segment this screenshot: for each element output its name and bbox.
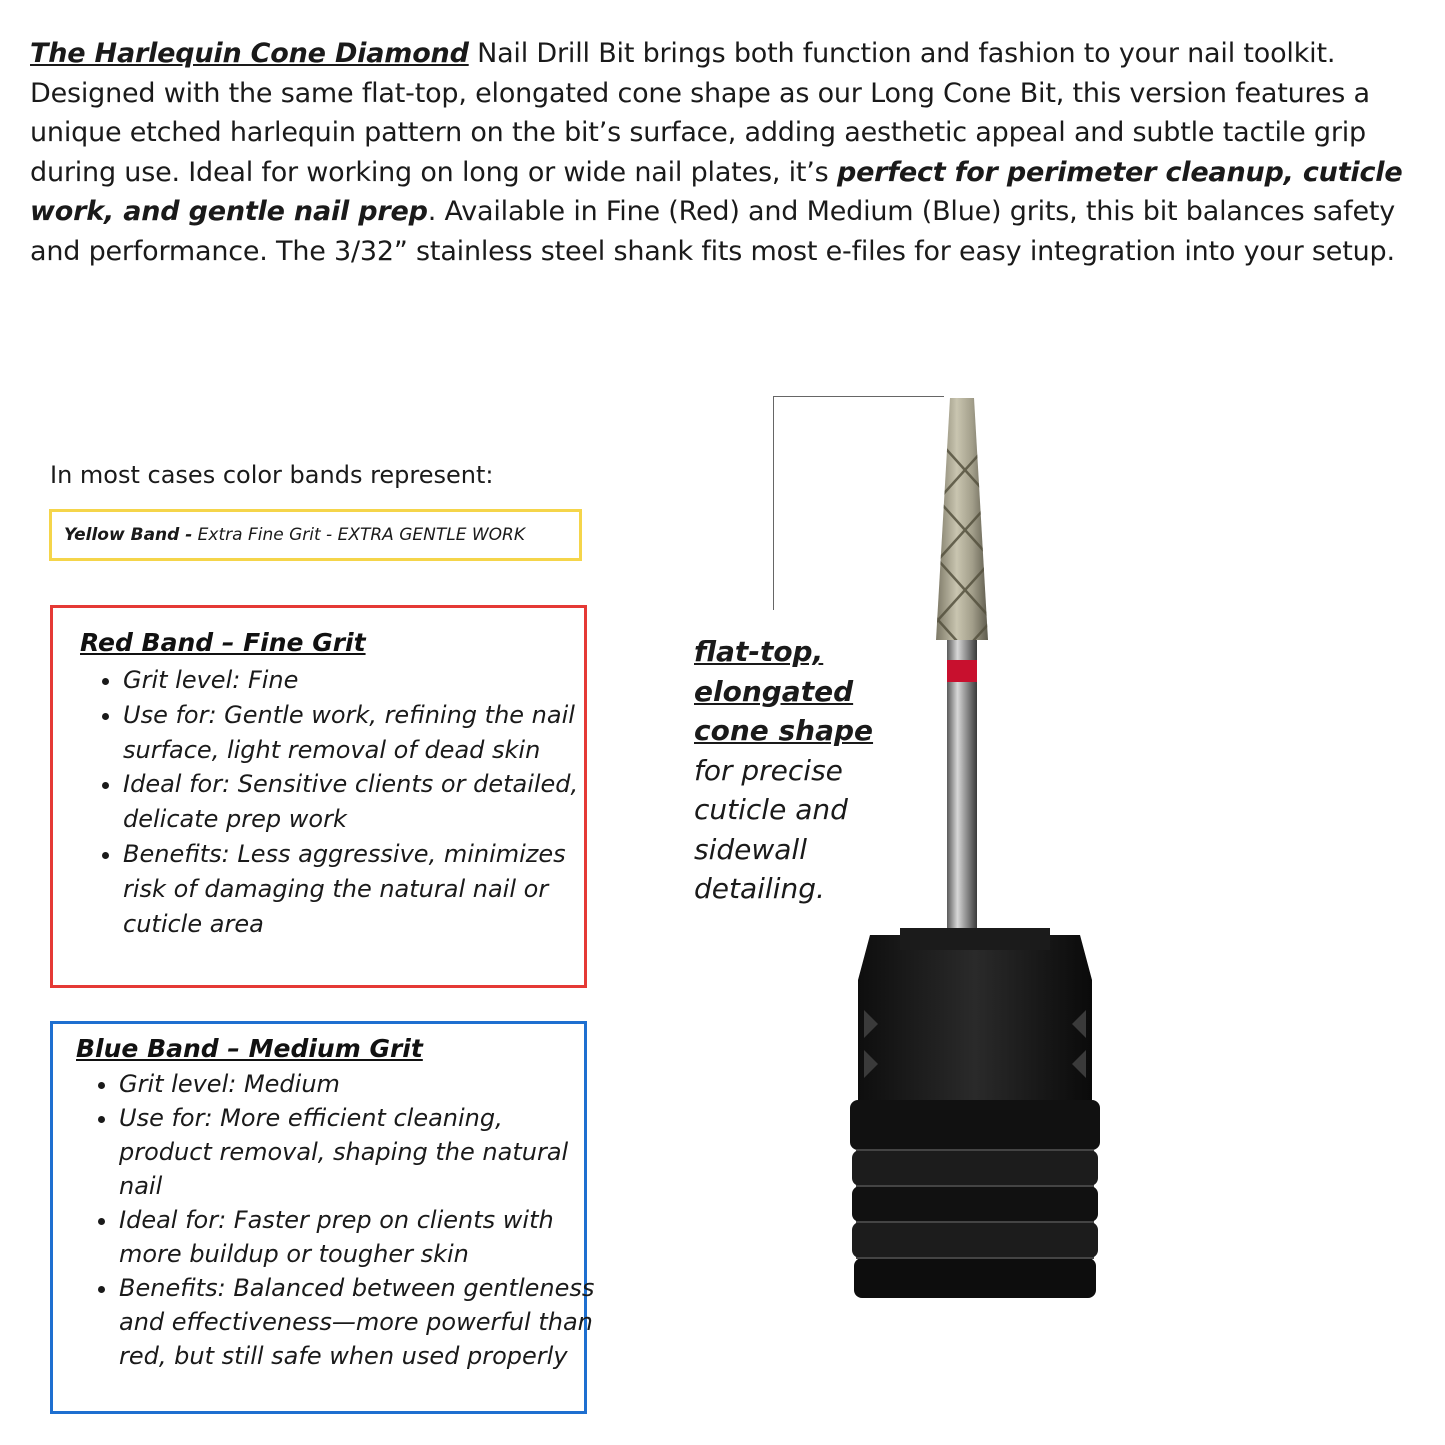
blue-band-box <box>50 1021 595 1414</box>
blue-band-title: Blue Band – Medium Grit <box>76 1034 423 1063</box>
list-item: • Ideal for: Sensitive clients or detailed, delicate prep work <box>123 767 593 837</box>
yellow-band-box <box>49 509 582 561</box>
blue-band-list <box>75 1067 599 1373</box>
description-text-2: . Available in Fine (Red) and Medium (Blue) grits, this bit balances safety and performance. The 3/32” stainless steel shank fits most e-files for easy integration into your setup. <box>30 196 1396 267</box>
list-item: • Benefits: Balanced between gentleness and effectiveness—more powerful than red, but still safe when used properly <box>119 1271 599 1373</box>
list-item: • Grit level: Medium <box>119 1067 599 1101</box>
callout-rest: for precise cuticle and sidewall detailing. <box>694 753 848 905</box>
color-bands-heading: In most cases color bands represent: <box>50 461 494 489</box>
description-text-1: Nail Drill Bit brings both function and fashion to your nail toolkit. Designed with the same flat-top, elongated cone shape as our Long Cone Bit, this version features a unique etched harlequin pattern on the bit’s surface, adding aesthetic appeal and subtle tactile grip during use. Ideal for working on long or wide nail plates, it’s <box>30 38 1370 188</box>
red-band-title: Red Band – Fine Grit <box>80 628 366 657</box>
callout-emphasis: flat-top, elongated cone shape <box>694 635 874 747</box>
red-band-list <box>79 663 593 941</box>
list-item: • Benefits: Less aggressive, minimizes risk of damaging the natural nail or cuticle area <box>123 837 593 941</box>
description-emphasis: perfect for perimeter cleanup, cuticle work, and gentle nail prep <box>30 156 1403 228</box>
list-item: • Grit level: Fine <box>123 663 593 698</box>
yellow-band-name: Yellow Band - <box>64 525 193 545</box>
list-item: • Use for: More efficient cleaning, product removal, shaping the natural nail <box>119 1101 599 1203</box>
list-item: • Ideal for: Faster prep on clients with more buildup or tougher skin <box>119 1203 599 1271</box>
yellow-band-desc: Extra Fine Grit - EXTRA GENTLE WORK <box>192 525 525 545</box>
red-grit-band <box>947 660 977 682</box>
list-item: • Use for: Gentle work, refining the nail surface, light removal of dead skin <box>123 698 593 768</box>
product-title: The Harlequin Cone Diamond <box>30 38 469 69</box>
product-description <box>30 34 1420 272</box>
nail-drill-bit-icon <box>830 380 1130 1320</box>
red-band-box <box>50 605 587 988</box>
